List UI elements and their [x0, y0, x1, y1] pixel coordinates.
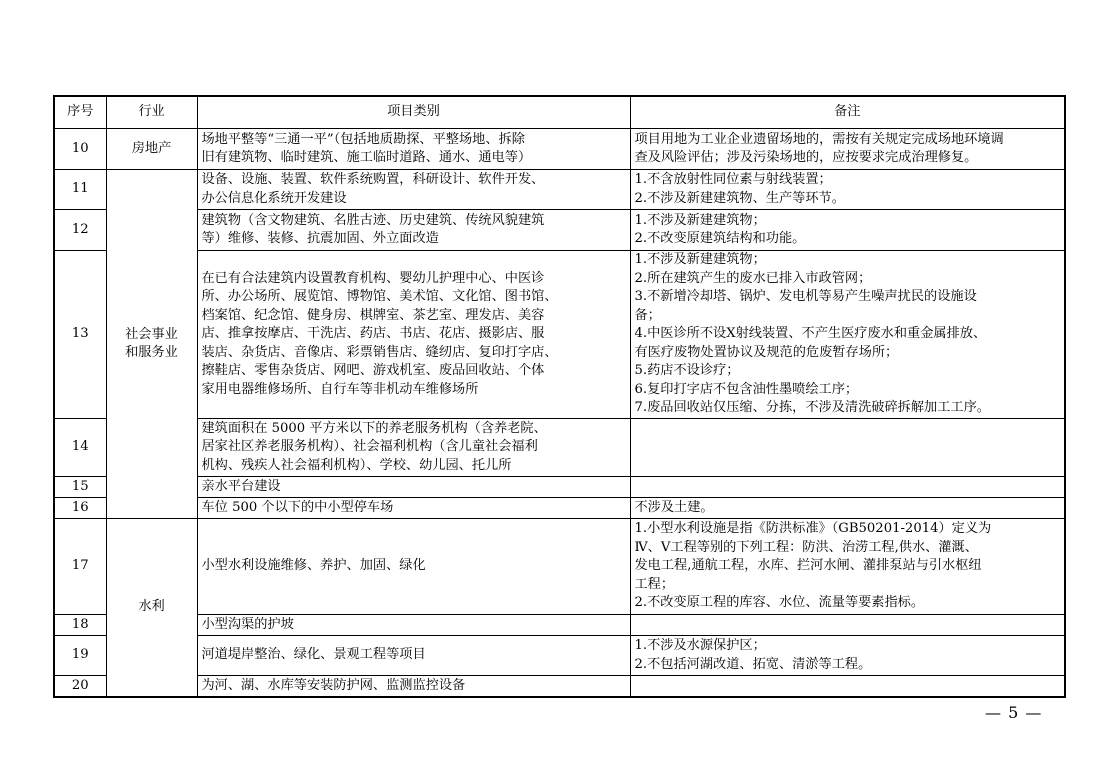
- text-line: 工程；: [634, 576, 675, 592]
- text-line: 2.不改变原工程的库容、水位、流量等要素指标。: [634, 595, 925, 611]
- text-line: 备；: [634, 307, 661, 323]
- row-category: [197, 636, 630, 676]
- table-row: [54, 676, 1065, 697]
- row-remark: [630, 676, 1065, 697]
- row-industry: 水利: [106, 519, 197, 697]
- text-line: 办公信息化系统开发建设: [201, 190, 347, 206]
- text-line: 车位 500 个以下的中小型停车场: [201, 499, 394, 515]
- text-line: 不涉及土建。: [634, 499, 714, 515]
- row-no: 18: [54, 615, 106, 636]
- text-line: 查及风险评估；涉及污染场地的，应按要求完成治理修复。: [634, 150, 978, 165]
- text-line: 小型沟渠的护坡: [201, 616, 294, 632]
- row-no: 17: [54, 519, 106, 615]
- table-row: [54, 419, 1065, 477]
- table-row: [54, 636, 1065, 676]
- text-line: 2.不涉及新建建筑物、生产等环节。: [634, 190, 845, 206]
- row-remark: [630, 636, 1065, 676]
- text-line: 发电工程,通航工程，水库、拦河水闸、灌排泵站与引水枢纽: [634, 558, 982, 574]
- row-remark: [630, 170, 1065, 210]
- text-line: 1.不涉及水源保护区；: [634, 638, 766, 653]
- row-industry: [106, 170, 197, 519]
- industry-line: 和服务业: [125, 345, 178, 360]
- table-row: [54, 477, 1065, 498]
- project-category-table: [53, 95, 1066, 698]
- text-line: 1.小型水利设施是指《防洪标准》（GB50201-2014）定义为: [634, 521, 992, 537]
- row-remark: [630, 477, 1065, 498]
- text-line: 有医疗废物处置协议及规范的危废暂存场所；: [634, 344, 899, 360]
- text-line: 5.药店不设诊疗；: [634, 363, 740, 379]
- page-number: — 5 —: [985, 703, 1043, 722]
- text-line: 6.复印打字店不包含油性墨喷绘工序；: [634, 381, 859, 397]
- row-category: [197, 676, 630, 697]
- row-remark: [630, 519, 1065, 615]
- text-line: 装店、杂货店、音像店、彩票销售店、缝纫店、复印打字店、: [201, 344, 558, 360]
- text-line: 7.废品回收站仅压缩、分拣，不涉及清洗破碎拆解加工工序。: [634, 400, 990, 416]
- header-no: 序号: [54, 96, 106, 129]
- row-category: [197, 615, 630, 636]
- row-no: 11: [54, 170, 106, 210]
- text-line: 建筑面积在 5000 平方米以下的养老服务机构（含养老院、: [201, 420, 547, 436]
- text-line: 1.不涉及新建建筑物；: [634, 252, 766, 268]
- text-line: 所、办公场所、展览馆、博物馆、美术馆、文化馆、图书馆、: [201, 289, 558, 305]
- text-line: 建筑物（含文物建筑、名胜古迹、历史建筑、传统风貌建筑: [201, 212, 545, 228]
- text-line: 旧有建筑物、临时建筑、施工临时道路、通水、通电等）: [201, 150, 532, 165]
- text-line: 2.不包括河湖改道、拓宽、清淤等工程。: [634, 656, 872, 672]
- text-line: 亲水平台建设: [201, 478, 281, 494]
- text-line: 3.不新增冷却塔、锅炉、发电机等易产生噪声扰民的设施设: [634, 289, 977, 305]
- row-remark: [630, 129, 1065, 170]
- text-line: 河道堤岸整治、绿化、景观工程等项目: [201, 647, 426, 663]
- row-category: [197, 170, 630, 210]
- row-no: 16: [54, 498, 106, 519]
- table-row: [54, 615, 1065, 636]
- text-line: Ⅳ、Ⅴ工程等别的下列工程：防洪、治涝工程,供水、灌溉、: [634, 539, 978, 555]
- row-category: [197, 419, 630, 477]
- row-no: 14: [54, 419, 106, 477]
- row-no: 13: [54, 251, 106, 419]
- table-row: [54, 251, 1065, 419]
- text-line: 小型水利设施维修、养护、加固、绿化: [201, 558, 426, 574]
- header-industry: 行业: [106, 96, 197, 129]
- row-no: 10: [54, 129, 106, 170]
- text-line: 1.不含放射性同位素与射线装置；: [634, 172, 832, 187]
- row-no: 15: [54, 477, 106, 498]
- row-no: 19: [54, 636, 106, 676]
- text-line: 设备、设施、装置、软件系统购置，科研设计、软件开发、: [201, 172, 545, 187]
- text-line: 居家社区养老服务机构）、社会福利机构（含儿童社会福利: [201, 439, 538, 455]
- text-line: 店、推拿按摩店、干洗店、药店、书店、花店、摄影店、服: [201, 326, 545, 342]
- text-line: 等）维修、装修、抗震加固、外立面改造: [201, 231, 439, 246]
- header-category: 项目类别: [197, 96, 630, 129]
- table-row: [54, 210, 1065, 251]
- text-line: 2.不改变原建筑结构和功能。: [634, 231, 806, 246]
- row-remark: [630, 498, 1065, 519]
- text-line: 4.中医诊所不设X射线装置、不产生医疗废水和重金属排放、: [634, 326, 987, 342]
- row-category: [197, 251, 630, 419]
- row-category: [197, 129, 630, 170]
- industry-line: 社会事业: [125, 326, 178, 342]
- text-line: 1.不涉及新建建筑物；: [634, 212, 766, 228]
- text-line: 机构、残疾人社会福利机构）、学校、幼儿园、托儿所: [201, 457, 512, 473]
- row-remark: [630, 615, 1065, 636]
- text-line: 在已有合法建筑内设置教育机构、婴幼儿护理中心、中医诊: [201, 270, 545, 286]
- row-category: [197, 477, 630, 498]
- row-no: 20: [54, 676, 106, 697]
- text-line: 为河、湖、水库等安装防护网、监测监控设备: [201, 677, 466, 693]
- text-line: 项目用地为工业企业遗留场地的，需按有关规定完成场地环境调: [634, 131, 1004, 147]
- text-line: 家用电器维修场所、自行车等非机动车维修场所: [201, 381, 479, 397]
- row-category: [197, 519, 630, 615]
- table-row: [54, 519, 1065, 615]
- text-line: 档案馆、纪念馆、健身房、棋牌室、茶艺室、理发店、美容: [201, 307, 545, 323]
- header-remark: 备注: [630, 96, 1065, 129]
- table-header-row: [54, 96, 1065, 129]
- row-remark: [630, 251, 1065, 419]
- text-line: 场地平整等“三通一平”（包括地质勘探、平整场地、拆除: [201, 131, 525, 147]
- text-line: 擦鞋店、零售杂货店、网吧、游戏机室、废品回收站、个体: [201, 363, 545, 379]
- row-industry: 房地产: [106, 129, 197, 170]
- row-category: [197, 210, 630, 251]
- row-no: 12: [54, 210, 106, 251]
- table-row: [54, 129, 1065, 170]
- text-line: 2.所在建筑产生的废水已排入市政管网；: [634, 270, 872, 286]
- table-row: [54, 498, 1065, 519]
- table-row: [54, 170, 1065, 210]
- row-category: [197, 498, 630, 519]
- row-remark: [630, 210, 1065, 251]
- row-remark: [630, 419, 1065, 477]
